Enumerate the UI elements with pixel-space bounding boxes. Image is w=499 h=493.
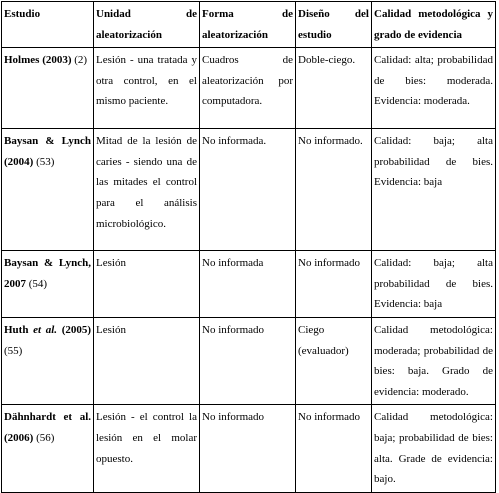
study-ref: (53) — [36, 155, 55, 168]
table-row — [2, 405, 496, 492]
table-header-row — [2, 2, 496, 48]
cell-quality: Calidad metodológica: baja; probabilidad de bies: alta. Grade de evidencia: bajo. — [372, 405, 496, 492]
header-calidad: Calidad metodológica y grado de evidencia — [372, 2, 496, 48]
cell-unit: Lesión — [94, 251, 200, 318]
cell-unit: Lesión — [94, 317, 200, 404]
table-row — [2, 251, 496, 318]
study-name: Dähnhardt et al. (2006) — [4, 411, 91, 444]
cell-method: No informada. — [200, 129, 296, 251]
cell-method: No informado — [200, 405, 296, 492]
cell-study — [2, 129, 94, 251]
cell-unit: Lesión - una tratada y otra control, en el mismo paciente. — [94, 48, 200, 129]
study-ref: (2) — [74, 54, 88, 67]
study-ref: (54) — [28, 277, 48, 290]
cell-method: No informado — [200, 317, 296, 404]
cell-quality: Calidad metodológica: moderada; probabilidad de bies: baja. Grado de evidencia: moderado. — [372, 317, 496, 404]
cell-design: No informado. — [296, 129, 372, 251]
cell-study — [2, 48, 94, 129]
header-diseno: Diseño del estudio — [296, 2, 372, 48]
study-name: Huth — [4, 323, 29, 336]
cell-design: Doble-ciego. — [296, 48, 372, 129]
table-row — [2, 129, 496, 251]
header-estudio: Estudio — [2, 2, 94, 48]
cell-method: Cuadros de aleatorización por computadora. — [200, 48, 296, 129]
table-row — [2, 317, 496, 404]
header-unidad: Unidad de aleatorización — [94, 2, 200, 48]
cell-quality: Calidad: baja; alta probabilidad de bies. Evidencia: baja — [372, 251, 496, 318]
studies-table — [1, 1, 496, 493]
cell-design: No informado — [296, 251, 372, 318]
table-row — [2, 48, 496, 129]
study-year: (2005) — [61, 323, 92, 336]
study-name: Baysan & Lynch, 2007 — [4, 257, 91, 290]
cell-method: No informada — [200, 251, 296, 318]
cell-study — [2, 405, 94, 492]
cell-unit: Lesión - el control la lesión en el molar opuesto. — [94, 405, 200, 492]
cell-quality: Calidad: baja; alta probabilidad de bies. Evidencia: baja — [372, 129, 496, 251]
study-ref: (55) — [4, 344, 23, 357]
study-etal: et al. — [33, 323, 58, 336]
cell-design: Ciego (evaluador) — [296, 317, 372, 404]
cell-study — [2, 317, 94, 404]
study-ref: (56) — [36, 431, 55, 444]
cell-design: No informado — [296, 405, 372, 492]
cell-unit: Mitad de la lesión de caries - siendo una de las mitades el control para el análisis microbiológico. — [94, 129, 200, 251]
study-name: Holmes (2003) — [4, 54, 72, 67]
cell-quality: Calidad: alta; probabilidad de bies: moderada. Evidencia: moderada. — [372, 48, 496, 129]
header-forma: Forma de aleatorización — [200, 2, 296, 48]
study-name: Baysan & Lynch (2004) — [4, 135, 91, 168]
cell-study — [2, 251, 94, 318]
